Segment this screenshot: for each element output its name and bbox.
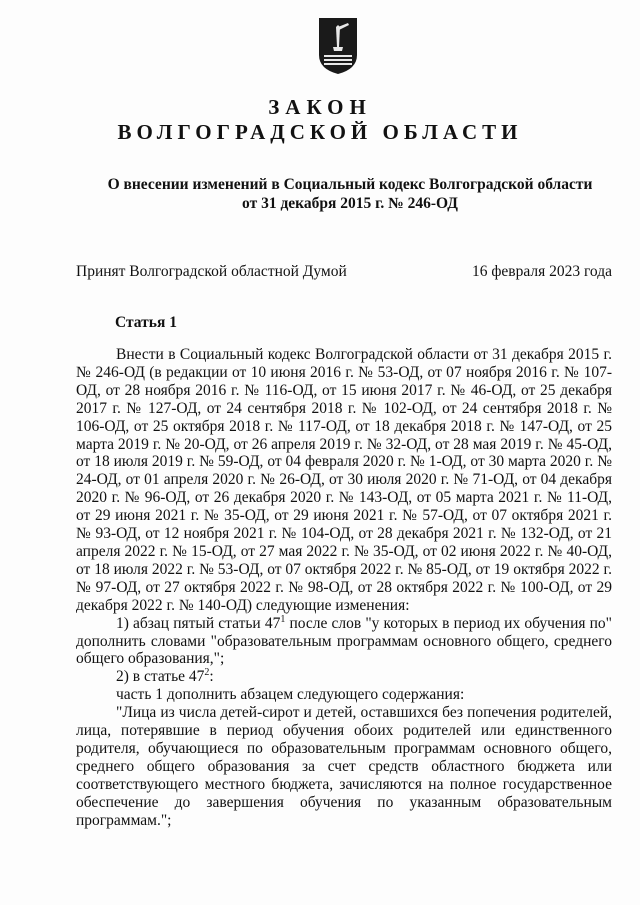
document-title: ЗАКОН bbox=[268, 95, 372, 119]
item-1-text-a: 1) абзац пятый статьи 47 bbox=[116, 614, 281, 632]
item-1 bbox=[76, 615, 612, 669]
item-2-text-a: 2) в статье 47 bbox=[116, 668, 205, 686]
coat-of-arms-emblem bbox=[318, 17, 358, 75]
article-heading: Статья 1 bbox=[115, 314, 177, 331]
adoption-date: 16 февраля 2023 года bbox=[471, 263, 612, 280]
quoted-paragraph: "Лица из числа детей-сирот и детей, оставшихся без попечения родителей, лица, потерявшие в период обучения обоих родителей или единственного родителя, обучающиеся по образовательным программам основного общего, среднего общего образования за счет средств областного бюджета или соответствующего местного бюджета, зачисляются на полное государственное обеспечение до завершения обучения по указанным образовательным программам."; bbox=[76, 704, 612, 829]
adopted-by: Принят Волгоградской областной Думой bbox=[76, 263, 347, 280]
item-2 bbox=[76, 668, 612, 686]
document-region: ВОЛГОГРАДСКОЙ ОБЛАСТИ bbox=[117, 120, 523, 144]
document-subtitle-line2: от 31 декабря 2015 г. № 246-ОД bbox=[242, 195, 458, 212]
article-intro: Внести в Социальный кодекс Волгоградской области от 31 декабря 2015 г. № 246-ОД (в редакции от 10 июня 2016 г. № 53-ОД, от 07 ноября 2016 г. № 107-ОД, от 28 ноября 2016 г. № 116-ОД, от 15 июня 2017 г. № 46-ОД, от 25 декабря 2017 г. № 127-ОД, от 24 сентября 2018 г. № 102-ОД, от 24 сентября 2018 г. № 106-ОД, от 25 октября 2018 г. № 117-ОД, от 18 декабря 2018 г. № 147-ОД, от 25 марта 2019 г. № 20-ОД, от 26 апреля 2019 г. № 32-ОД, от 28 мая 2019 г. № 45-ОД, от 18 июля 2019 г. № 59-ОД, от 04 февраля 2020 г. № 1-ОД, от 30 марта 2020 г. № 24-ОД, от 01 апреля 2020 г. № 26-ОД, от 30 июля 2020 г. № 71-ОД, от 04 декабря 2020 г. № 96-ОД, от 26 декабря 2020 г. № 143-ОД, от 05 марта 2021 г. № 11-ОД, от 29 июня 2021 г. № 35-ОД, от 29 июня 2021 г. № 57-ОД, от 07 октября 2021 г. № 93-ОД, от 12 ноября 2021 г. № 104-ОД, от 28 декабря 2021 г. № 132-ОД, от 21 апреля 2022 г. № 15-ОД, от 27 мая 2022 г. № 35-ОД, от 02 июня 2022 г. № 40-ОД, от 18 июля 2022 г. № 53-ОД, от 07 октября 2022 г. № 85-ОД, от 19 октября 2022 г. № 97-ОД, от 27 октября 2022 г. № 98-ОД, от 28 октября 2022 г. № 100-ОД, от 29 декабря 2022 г. № 140-ОД) следующие изменения: bbox=[76, 346, 612, 614]
item-1-text-b: после слов "у которых в период их обучения по" дополнить словами "образовательным программам основного общего, среднего общего образования,"; bbox=[76, 614, 613, 668]
article-body bbox=[76, 346, 612, 829]
item-2-text-b: : bbox=[209, 668, 214, 686]
document-subtitle-line1: О внесении изменений в Социальный кодекс Волгоградской области bbox=[107, 176, 593, 193]
part-1: часть 1 дополнить абзацем следующего содержания: bbox=[116, 686, 465, 704]
item-2-superscript: 2 bbox=[204, 667, 210, 679]
item-1-superscript: 1 bbox=[280, 613, 286, 625]
